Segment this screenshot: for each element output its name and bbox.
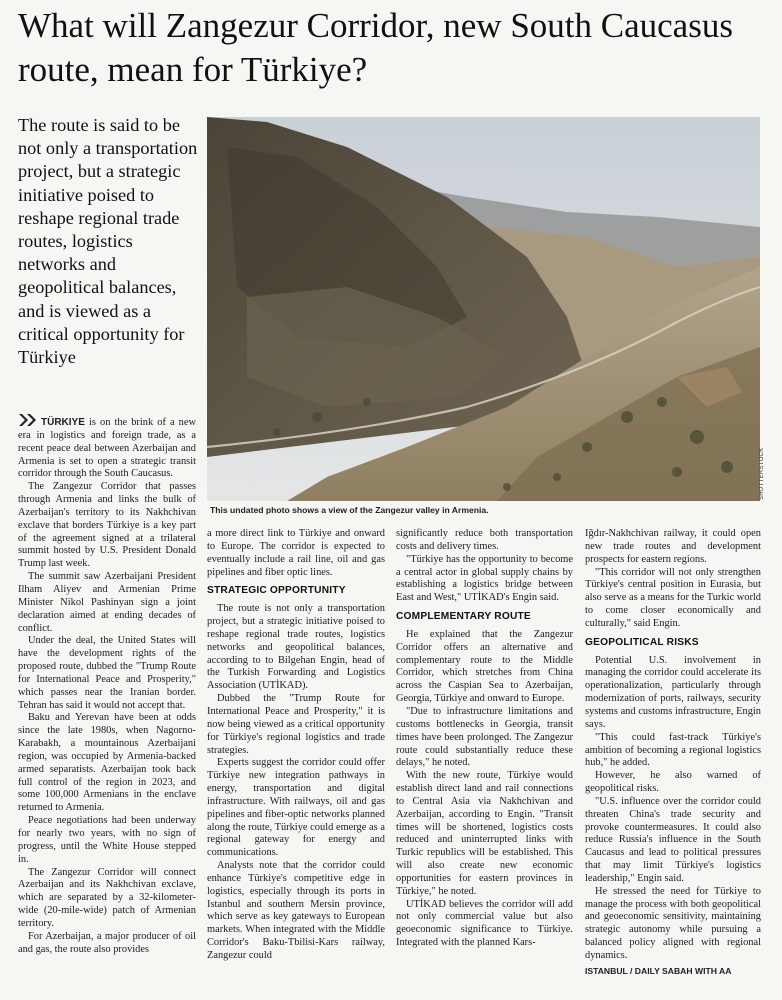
- paragraph: "Türkiye has the opportunity to become a central actor in global supply chains by establishing a logistics bridge between East and West," UTİKAD's Engin said.: [396, 553, 573, 604]
- paragraph: "U.S. influence over the corridor could threaten China's trade security and provoke countermeasures. It could also reduce Russia's influence in the South Caucasus and lead to political pressures that may limit Türkiye's logistics leadership," Engin said.: [585, 795, 761, 884]
- paragraph: The route is not only a transportation project, but a strategic initiative poised to reshape regional trade routes, logistics networks and geopolitical balances, according to to Bilgehan Engin, head of the Turkish Forwarding and Logistics Association (UTİKAD).: [207, 603, 385, 692]
- paragraph: Experts suggest the corridor could offer Türkiye new integration pathways in energy, transportation and digital infrastructure. With railways, oil and gas pipelines and fiber-optic networks planned along the route, Türkiye could emerge as a regional gateway for energy and communications.: [207, 757, 385, 859]
- paragraph: Baku and Yerevan have been at odds since the late 1980s, when Nagorno-Karabakh, a mountainous Azerbaijani region, was occupied by Armenia-backed armed separatists. Azerbaijan took back full control of the region in 2023, and some 100,000 Armenians in the enclave returned to Armenia.: [18, 712, 196, 814]
- paragraph: With the new route, Türkiye would establish direct land and rail connections to Central Asia via Nakhchivan and Azerbaijan, according to Engin. "Transit times will be shortened, logistics costs reduced and uninterrupted links with Turkic republics will be established. This will also create new economic opportunities for eastern provinces in Türkiye," he noted.: [396, 770, 573, 897]
- headline: What will Zangezur Corridor, new South Caucasus route, mean for Türkiye?: [18, 6, 733, 89]
- photo-caption: This undated photo shows a view of the Zangezur valley in Armenia.: [210, 505, 489, 515]
- paragraph: UTİKAD believes the corridor will add not only commercial value but also geoeconomic significance to Türkiye. Integrated with the planned Kars-: [396, 898, 573, 949]
- paragraph: Potential U.S. involvement in managing the corridor could accelerate its operationalization, particularly through modernization of ports, railways, security systems and customs infrastructure, Engin says.: [585, 654, 761, 730]
- paragraph: The Zangezur Corridor that passes through Armenia and links the bulk of Azerbaijan's territory to its Nakhchivan exclave that borders Türkiye is a key part of the agreement signed at a trilateral summit hosted by U.S. President Donald Trump last week.: [18, 481, 196, 570]
- double-chevron-icon: [18, 414, 38, 426]
- paragraph: Dubbed the "Trump Route for International Peace and Prosperity," it is now being viewed as a critical opportunity for Türkiye's regional logistics and trade strategies.: [207, 693, 385, 756]
- paragraph: Under the deal, the United States will have the development rights of the proposed route, dubbed the "Trump Route for International Peace and Prosperity," which passes near the Iranian border. Tehran has said it would not accept that.: [18, 635, 196, 711]
- dek-summary: The route is said to be not only a transportation project, but a strategic initiative poised to reshape regional trade routes, logistics networks and geopolitical balances, and is viewed as a critical opportunity for Türkiye: [18, 115, 198, 368]
- paragraph: Peace negotiations had been underway for nearly two years, with no sign of progress, until the White House stepped in.: [18, 815, 196, 865]
- paragraph: The summit saw Azerbaijani President Ilham Aliyev and Armenian Prime Minister Nikol Pashinyan sign a joint declaration aimed at ending decades of conflict.: [18, 571, 196, 634]
- paragraph: "Due to infrastructure limitations and customs bottlenecks in Georgia, transit times have been prolonged. The Zangezur route could substantially reduce these delays," he noted.: [396, 705, 573, 769]
- photo-credit: SHUTTERSTOCK: [759, 447, 765, 500]
- paragraph: "This could fast-track Türkiye's ambition of becoming a regional logistics hub," he added.: [585, 731, 761, 769]
- paragraph-continued: significantly reduce both transportation costs and delivery times.: [396, 528, 573, 552]
- section-heading-geopolitical-risks: GEOPOLITICAL RISKS: [585, 636, 699, 648]
- zangezur-valley-photo: [207, 117, 760, 501]
- article-column-3: [396, 528, 573, 950]
- paragraph: The Zangezur Corridor will connect Azerbaijan and its Nakhchivan exclave, which are separated by a 32-kilometer-wide (20-mile-wide) patch of Armenian territory.: [18, 866, 196, 929]
- mountain-valley-illustration: [207, 117, 760, 501]
- lead-word: TÜRKIYE: [41, 417, 85, 428]
- paragraph: Analysts note that the corridor could enhance Türkiye's competitive edge in logistics, especially through its ports in Istanbul and southern Mersin province, which serve as key gateways to European markets. When integrated with the Middle Corridor's Baku-Tbilisi-Kars railway, Zangezur could: [207, 860, 385, 961]
- lead-paragraph: [18, 414, 196, 481]
- byline: ISTANBUL / DAILY SABAH WITH AA: [585, 965, 732, 976]
- section-heading-strategic-opportunity: STRATEGIC OPPORTUNITY: [207, 585, 346, 597]
- paragraph-continued: Iğdır-Nakhchivan railway, it could open new trade routes and development prospects for eastern regions.: [585, 528, 761, 565]
- paragraph: However, he also warned of geopolitical risks.: [585, 770, 761, 795]
- paragraph: "This corridor will not only strengthen Türkiye's central position in Eurasia, but also serve as a means for the Turkic world to come closer economically and culturally," said Engin.: [585, 566, 761, 629]
- section-heading-complementary-route: COMPLEMENTARY ROUTE: [396, 611, 531, 623]
- paragraph-continued: a more direct link to Türkiye and onward to Europe. The corridor is expected to eventually include a rail line, oil and gas pipelines and fiber optic lines.: [207, 528, 385, 578]
- paragraph: He explained that the Zangezur Corridor offers an alternative and complementary route to the Middle Corridor, which stretches from China across the Caspian Sea to Azerbaijan, Georgia, Türkiye and onward to Europe.: [396, 628, 573, 705]
- paragraph: He stressed the need for Türkiye to manage the process with both geopolitical and geoeconomic sensitivity, maintaining strategic autonomy while pursuing a balanced policy aligned with regional dynamics.: [585, 885, 761, 961]
- article-column-1: [18, 414, 196, 956]
- lead-text: is on the brink of a new era in logistics and foreign trade, as a recent peace deal between Azerbaijan and Armenia is set to open a strategic transit corridor through the South Caucasus.: [18, 417, 196, 480]
- article-column-2: [207, 528, 385, 963]
- paragraph: For Azerbaijan, a major producer of oil and gas, the route also provides: [18, 930, 196, 955]
- article-column-4: [585, 528, 761, 978]
